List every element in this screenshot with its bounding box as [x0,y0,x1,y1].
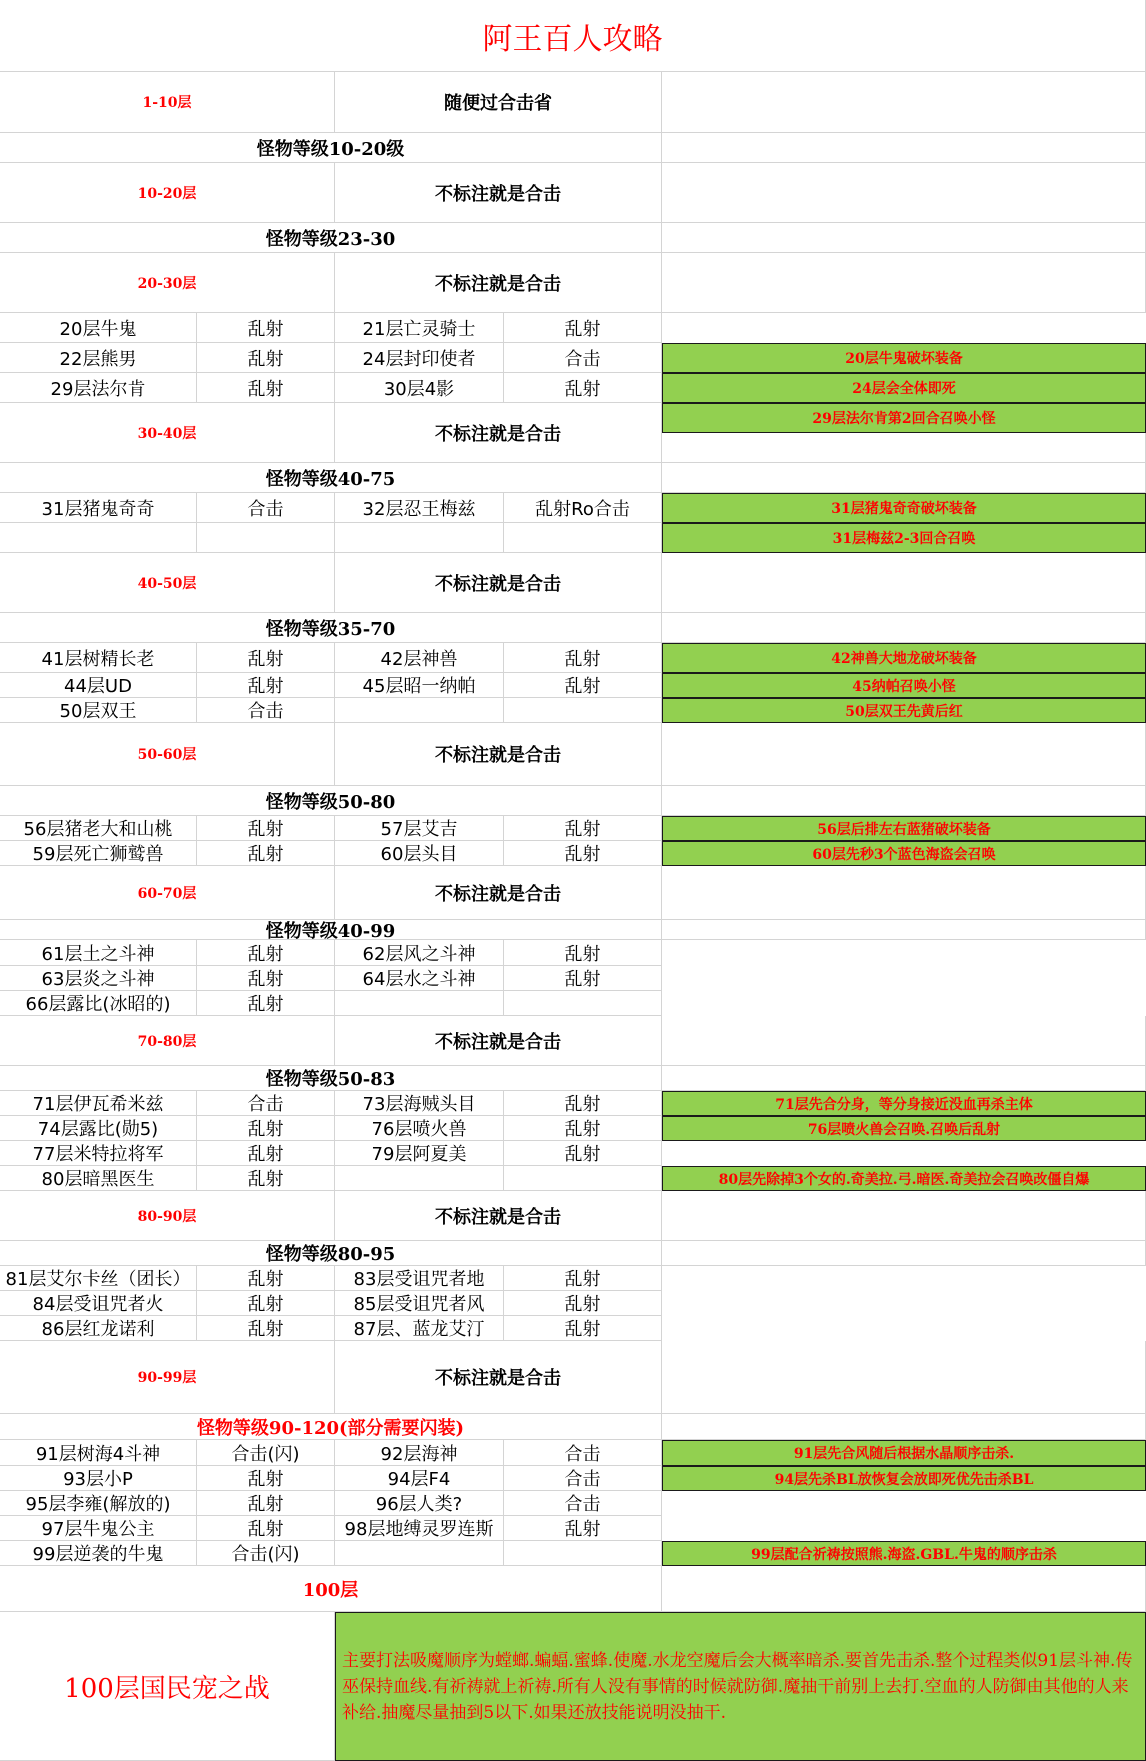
strategy-note: 不标注就是合击 [335,1016,662,1066]
warning-note: 56层后排左右蓝猪破坏装备 [662,816,1146,841]
monster-name: 94层F4 [335,1466,504,1491]
final-strategy: 主要打法吸魔顺序为螳螂.蝙蝠.蜜蜂.使魔.水龙空魔后会大概率暗杀.要首先击杀.整个过程类似91层斗神.传巫保持血线.有祈祷就上祈祷.所有人没有事情的时候就防御.魔抽干前别上去打.空血的人防御由其他的人来补给.抽魔尽量抽到5以下.如果还放技能说明没抽干. [335,1612,1146,1761]
monster-level: 怪物等级40-75 [0,463,662,493]
monster-name: 59层死亡狮鹫兽 [0,841,197,866]
monster-name: 83层受诅咒者地 [335,1266,504,1291]
strategy-note: 不标注就是合击 [335,1341,662,1414]
monster-name: 64层水之斗神 [335,966,504,991]
attack-mode: 乱射 [197,1141,335,1166]
warning-note: 76层喷火兽会召唤.召唤后乱射 [662,1116,1146,1141]
attack-mode: 乱射 [197,1316,335,1341]
monster-name: 56层猪老大和山桃 [0,816,197,841]
monster-name: 80层暗黑医生 [0,1166,197,1191]
attack-mode: 乱射 [504,643,662,673]
monster-name: 87层、蓝龙艾汀 [335,1316,504,1341]
right-blank [662,1566,1146,1612]
blank [0,523,197,553]
floor-range: 90-99层 [0,1341,335,1414]
right-blank [662,1191,1146,1241]
attack-mode: 乱射 [197,816,335,841]
attack-mode: 乱射 [197,643,335,673]
attack-mode: 乱射 [197,1491,335,1516]
monster-level: 怪物等级90-120(部分需要闪装) [0,1414,662,1440]
right-blank [662,1241,1146,1266]
monster-name: 73层海贼头目 [335,1091,504,1116]
strategy-note: 不标注就是合击 [335,163,662,223]
monster-name: 81层艾尔卡丝（团长） [0,1266,197,1291]
attack-mode: 乱射 [504,1316,662,1341]
floor-range: 70-80层 [0,1016,335,1066]
monster-name: 76层喷火兽 [335,1116,504,1141]
monster-name: 45层昭一纳帕 [335,673,504,698]
attack-mode: 乱射 [504,1116,662,1141]
monster-name: 30层4影 [335,373,504,403]
right-blank [662,253,1146,313]
monster-name: 97层牛鬼公主 [0,1516,197,1541]
right-blank [662,920,1146,940]
right-blank [662,223,1146,253]
attack-mode: 乱射 [197,841,335,866]
monster-name: 86层红龙诺利 [0,1316,197,1341]
strategy-note: 不标注就是合击 [335,1191,662,1241]
final-title: 100层国民宠之战 [0,1612,335,1761]
monster-name [335,991,504,1016]
monster-name: 57层艾吉 [335,816,504,841]
warning-note: 29层法尔肯第2回合召唤小怪 [662,403,1146,433]
attack-mode: 乱射 [504,940,662,966]
floor-range: 20-30层 [0,253,335,313]
floor-range: 40-50层 [0,553,335,613]
warning-note: 71层先合分身，等分身接近没血再杀主体 [662,1091,1146,1116]
attack-mode: 合击(闪) [197,1440,335,1466]
attack-mode: 合击 [197,493,335,523]
blank [335,523,504,553]
attack-mode: 乱射 [197,313,335,343]
attack-mode: 合击 [504,343,662,373]
attack-mode: 乱射 [504,373,662,403]
right-blank [662,786,1146,816]
right-blank [662,1016,1146,1066]
monster-name: 61层土之斗神 [0,940,197,966]
monster-name: 66层露比(冰昭的) [0,991,197,1016]
monster-name: 77层米特拉将军 [0,1141,197,1166]
attack-mode: 乱射Ro合击 [504,493,662,523]
right-blank [662,163,1146,223]
monster-name: 60层头目 [335,841,504,866]
monster-name: 99层逆袭的牛鬼 [0,1541,197,1566]
monster-name: 41层树精长老 [0,643,197,673]
monster-name: 95层李雍(解放的) [0,1491,197,1516]
monster-name: 92层海神 [335,1440,504,1466]
attack-mode: 乱射 [197,940,335,966]
blank [197,523,335,553]
right-blank [662,1414,1146,1440]
attack-mode: 乱射 [197,673,335,698]
attack-mode: 乱射 [197,991,335,1016]
warning-note: 31层梅兹2-3回合召唤 [662,523,1146,553]
attack-mode: 乱射 [197,1291,335,1316]
warning-note: 91层先合风随后根据水晶顺序击杀. [662,1440,1146,1466]
monster-name [335,1166,504,1191]
attack-mode: 乱射 [504,1091,662,1116]
blank [504,523,662,553]
attack-mode: 乱射 [197,1116,335,1141]
monster-name: 29层法尔肯 [0,373,197,403]
monster-name: 62层风之斗神 [335,940,504,966]
monster-name: 24层封印使者 [335,343,504,373]
right-blank [662,1341,1146,1414]
monster-name: 98层地缚灵罗连斯 [335,1516,504,1541]
attack-mode: 合击 [504,1466,662,1491]
attack-mode: 乱射 [504,673,662,698]
floor-range: 1-10层 [0,72,335,133]
right-blank [662,613,1146,643]
monster-name [335,698,504,723]
attack-mode: 乱射 [504,841,662,866]
warning-note: 94层先杀BL放恢复会放即死优先击杀BL [662,1466,1146,1491]
monster-name: 93层小P [0,1466,197,1491]
warning-note: 60层先秒3个蓝色海盗会召唤 [662,841,1146,866]
warning-note: 24层会全体即死 [662,373,1146,403]
floor-range: 10-20层 [0,163,335,223]
floor-range: 50-60层 [0,723,335,786]
monster-name: 91层树海4斗神 [0,1440,197,1466]
strategy-note: 不标注就是合击 [335,866,662,920]
strategy-note: 不标注就是合击 [335,403,662,463]
monster-name: 85层受诅咒者风 [335,1291,504,1316]
warning-note: 31层猪鬼奇奇破坏装备 [662,493,1146,523]
strategy-note: 不标注就是合击 [335,553,662,613]
floor-range: 30-40层 [0,403,335,463]
monster-name: 50层双王 [0,698,197,723]
right-blank [662,1066,1146,1091]
warning-note: 45纳帕召唤小怪 [662,673,1146,698]
monster-level: 怪物等级40-99 [0,920,662,940]
attack-mode [504,698,662,723]
attack-mode: 乱射 [504,1291,662,1316]
monster-name: 74层露比(勋5) [0,1116,197,1141]
attack-mode: 乱射 [504,966,662,991]
right-blank [662,72,1146,133]
strategy-note: 不标注就是合击 [335,253,662,313]
monster-level: 怪物等级50-83 [0,1066,662,1091]
warning-note: 50层双王先黄后红 [662,698,1146,723]
final-floor: 100层 [0,1566,662,1612]
right-blank [662,133,1146,163]
monster-name: 63层炎之斗神 [0,966,197,991]
attack-mode: 乱射 [197,1466,335,1491]
monster-level: 怪物等级23-30 [0,223,662,253]
attack-mode [504,991,662,1016]
warning-note: 42神兽大地龙破坏装备 [662,643,1146,673]
monster-name: 21层亡灵骑士 [335,313,504,343]
warning-note: 80层先除掉3个女的.奇美拉.弓.暗医.奇美拉会召唤改僵自爆 [662,1166,1146,1191]
floor-range: 80-90层 [0,1191,335,1241]
attack-mode: 合击 [504,1440,662,1466]
attack-mode: 合击(闪) [197,1541,335,1566]
floor-range: 60-70层 [0,866,335,920]
right-blank [662,723,1146,786]
strategy-note: 不标注就是合击 [335,723,662,786]
right-blank [662,866,1146,920]
monster-level: 怪物等级10-20级 [0,133,662,163]
attack-mode [504,1166,662,1191]
monster-name: 22层熊男 [0,343,197,373]
monster-name: 42层神兽 [335,643,504,673]
right-blank [662,553,1146,613]
monster-level: 怪物等级35-70 [0,613,662,643]
attack-mode: 乱射 [197,1266,335,1291]
right-blank [662,463,1146,493]
monster-name: 71层伊瓦希米兹 [0,1091,197,1116]
monster-level: 怪物等级80-95 [0,1241,662,1266]
monster-name: 84层受诅咒者火 [0,1291,197,1316]
monster-name: 96层人类? [335,1491,504,1516]
page-title: 阿王百人攻略 [0,0,1146,72]
attack-mode: 乱射 [504,1266,662,1291]
monster-name: 44层UD [0,673,197,698]
attack-mode: 乱射 [504,313,662,343]
monster-name: 79层阿夏美 [335,1141,504,1166]
attack-mode: 合击 [197,698,335,723]
monster-name: 31层猪鬼奇奇 [0,493,197,523]
attack-mode: 乱射 [197,373,335,403]
attack-mode: 乱射 [197,1166,335,1191]
attack-mode: 乱射 [197,1516,335,1541]
monster-name: 20层牛鬼 [0,313,197,343]
attack-mode: 乱射 [197,343,335,373]
attack-mode [504,1541,662,1566]
warning-note: 99层配合祈祷按照熊.海盗.GBL.牛鬼的顺序击杀 [662,1541,1146,1566]
warning-note: 20层牛鬼破坏装备 [662,343,1146,373]
attack-mode: 乱射 [504,1141,662,1166]
monster-name: 32层忍王梅兹 [335,493,504,523]
monster-name [335,1541,504,1566]
strategy-note: 随便过合击省 [335,72,662,133]
attack-mode: 合击 [504,1491,662,1516]
monster-level: 怪物等级50-80 [0,786,662,816]
attack-mode: 乱射 [197,966,335,991]
attack-mode: 乱射 [504,816,662,841]
attack-mode: 乱射 [504,1516,662,1541]
attack-mode: 合击 [197,1091,335,1116]
